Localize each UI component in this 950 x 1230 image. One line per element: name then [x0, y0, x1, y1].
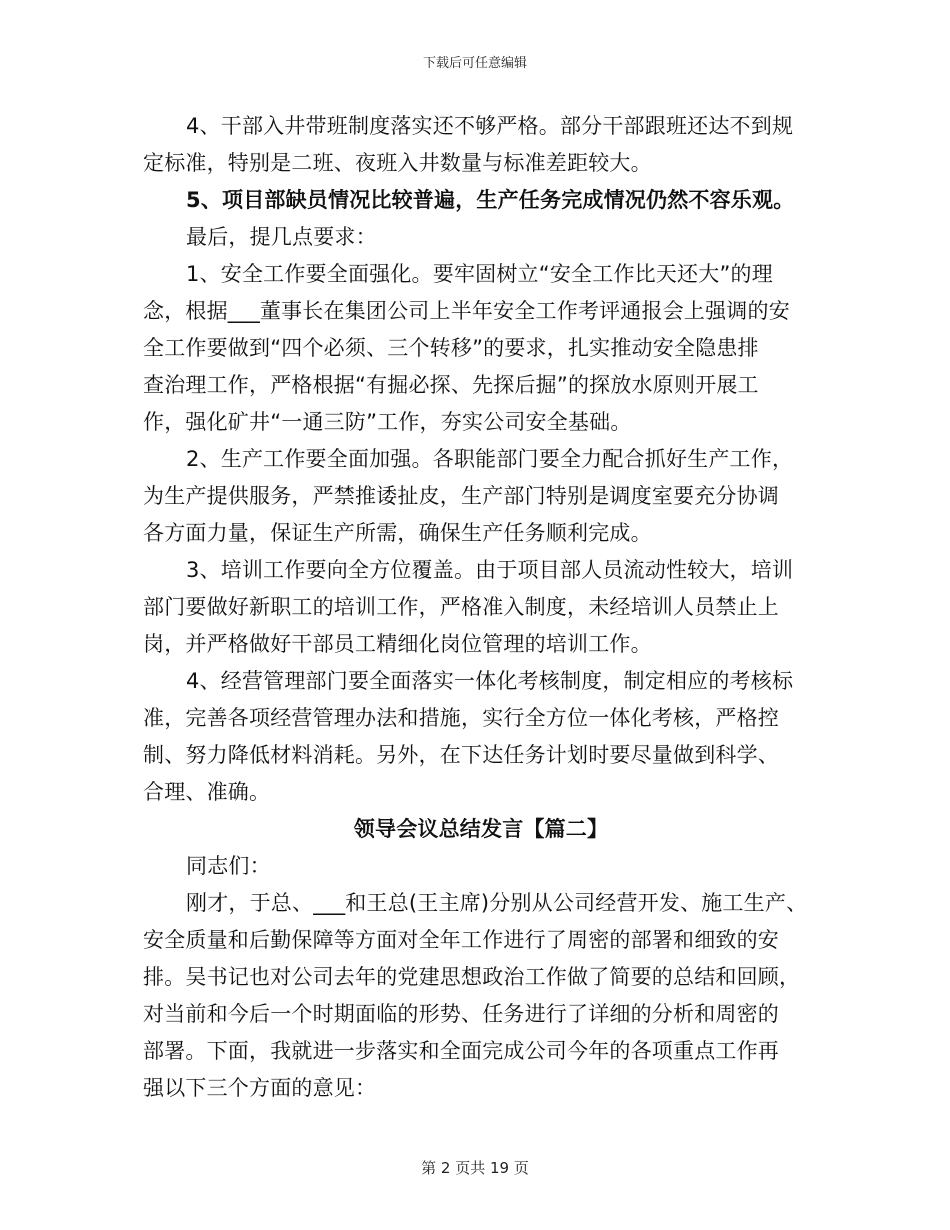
- paragraph-line: 全工作要做到“四个必须、三个转移”的要求，扎实推动安全隐患排: [143, 336, 759, 360]
- paragraph-line: 作，强化矿井“一通三防”工作，夯实公司安全基础。: [143, 410, 632, 434]
- paragraph-line: 3、培训工作要向全方位覆盖。由于项目部人员流动性较大，培训: [186, 558, 794, 582]
- paragraph-line: 1、安全工作要全面强化。要牢固树立“安全工作比天还大”的理: [186, 262, 773, 286]
- paragraph-line: 定标准，特别是二班、夜班入井数量与标准差距较大。: [143, 151, 652, 175]
- paragraph-line: 安全质量和后勤保障等方面对全年工作进行了周密的部署和细致的安: [143, 928, 779, 952]
- paragraph-line: 念，根据___董事长在集团公司上半年安全工作考评通报会上强调的安: [143, 299, 790, 323]
- bold-paragraph-line: 5、项目部缺员情况比较普遍，生产任务完成情况仍然不容乐观。: [186, 188, 795, 212]
- paragraph-line: 准，完善各项经营管理办法和措施，实行全方位一体化考核，严格控: [143, 706, 779, 730]
- paragraph-line: 刚才，于总、___和王总(王主席)分别从公司经营开发、施工生产、: [186, 891, 808, 915]
- paragraph-line: 制、努力降低材料消耗。另外，在下达任务计划时要尽量做到科学、: [143, 743, 779, 767]
- section-heading: 领导会议总结发言【篇二】: [353, 817, 609, 841]
- paragraph-line: 强以下三个方面的意见：: [143, 1076, 377, 1100]
- document-body: [143, 108, 819, 1107]
- paragraph-line: 查治理工作，严格根据“有掘必探、先探后掘”的探放水原则开展工: [143, 373, 759, 397]
- paragraph-line: 岗，并严格做好干部员工精细化岗位管理的培训工作。: [143, 632, 652, 656]
- paragraph-line: 部署。下面，我就进一步落实和全面完成公司今年的各项重点工作再: [143, 1039, 779, 1063]
- paragraph-line: 4、干部入井带班制度落实还不够严格。部分干部跟班还达不到规: [186, 114, 794, 138]
- paragraph-line: 合理、准确。: [143, 780, 271, 804]
- paragraph-line: 部门要做好新职工的培训工作，严格准入制度，未经培训人员禁止上: [143, 595, 779, 619]
- page-header: 下载后可任意编辑: [422, 56, 527, 71]
- paragraph-line: 为生产提供服务，严禁推诿扯皮，生产部门特别是调度室要充分协调: [143, 484, 779, 508]
- paragraph-line: 对当前和今后一个时期面临的形势、任务进行了详细的分析和周密的: [143, 1002, 779, 1026]
- paragraph-line: 2、生产工作要全面加强。各职能部门要全力配合抓好生产工作，: [186, 447, 794, 471]
- paragraph-line: 最后，提几点要求：: [186, 225, 377, 249]
- paragraph-line: 同志们：: [186, 854, 271, 878]
- paragraph-line: 排。吴书记也对公司去年的党建思想政治工作做了简要的总结和回顾，: [143, 965, 801, 989]
- page-footer: 第 2 页共 19 页: [421, 1159, 529, 1177]
- paragraph-line: 4、经营管理部门要全面落实一体化考核制度，制定相应的考核标: [186, 669, 794, 693]
- paragraph-line: 各方面力量，保证生产所需，确保生产任务顺利完成。: [143, 521, 652, 545]
